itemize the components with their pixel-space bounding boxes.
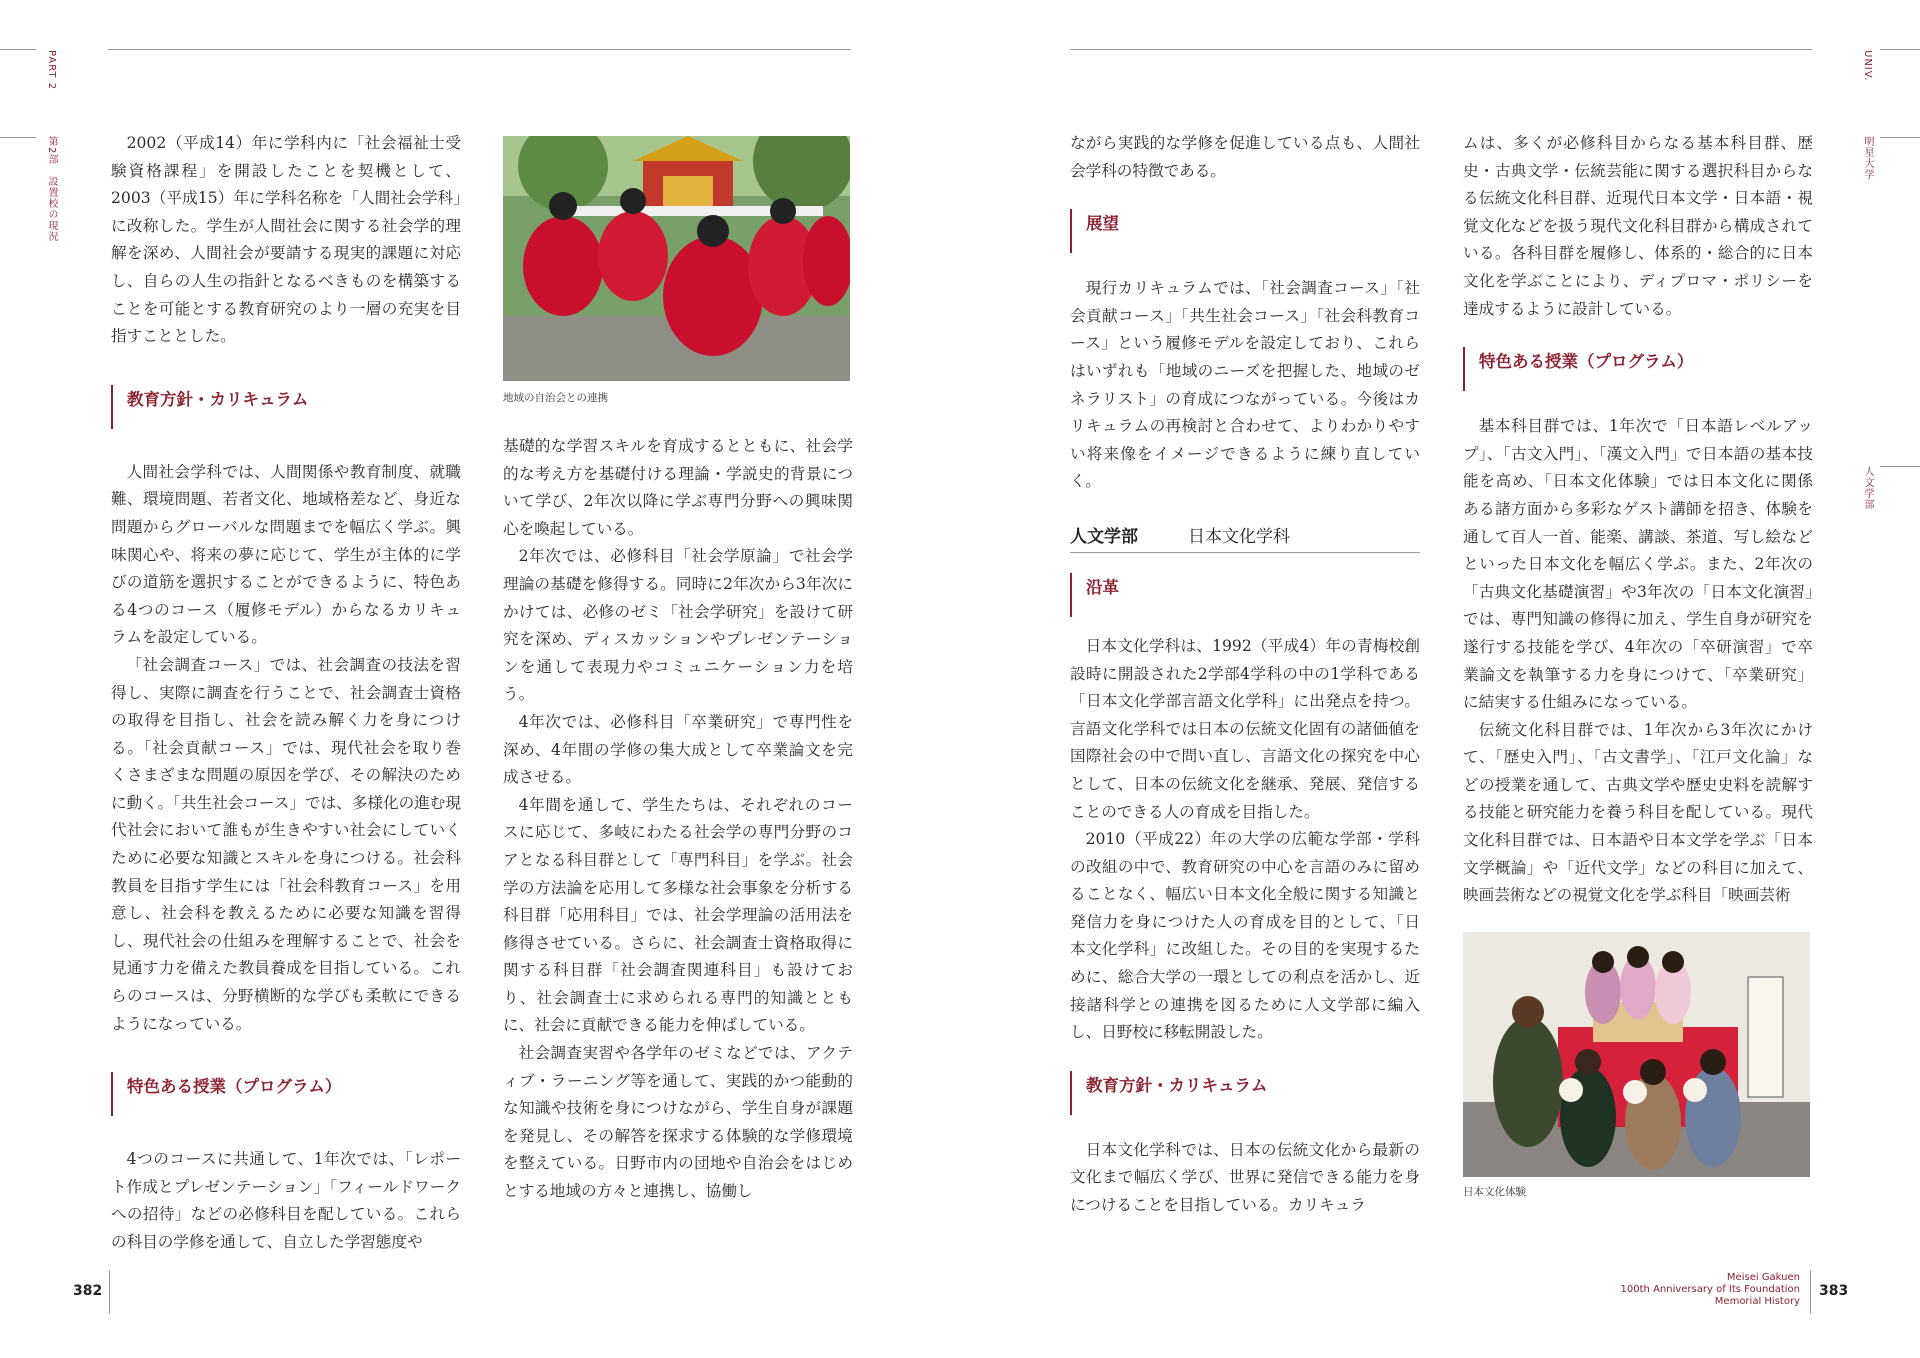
paragraph: 「社会調査コース」では、社会調査の技法を習得し、実際に調査を行うことで、社会調査士資格の取得を目指し、社会を読み解く力を身につける。「社会貢献コース」では、現代社会を取り巻くさまざまな問題の原因を学び、その解決のために動く。「共生社会コース」では、多様化の進む現代社会において誰もが生きやすい社会にしていくために必要な知識とスキルを身につける。社会科教員を目指す学生には「社会科教育コース」を用意し、社会科を教えるために必要な知識を習得し、現代社会の仕組みを理解することで、社会を見通す力を備えた教員養成を目指している。これらのコースは、分野横断的な学びも柔軟にできるようになっている。: [111, 655, 461, 1033]
department-faculty: 人文学部: [1070, 526, 1138, 547]
left-top-rule: [108, 49, 851, 50]
right-edge-rule-3: [1880, 466, 1920, 467]
festival-mikoshi-illustration: [503, 136, 850, 381]
festival-mikoshi-photo: [503, 136, 850, 381]
japanese-culture-illustration: [1463, 932, 1810, 1177]
paragraph: 人間社会学科では、人間関係や教育制度、就職難、環境問題、若者文化、地域格差など、身近な問題からグローバルな問題までを幅広く学ぶ。興味関心や、将来の夢に応じて、学生が主体的に学びの道筋を選択することができるように、特色ある4つのコース（履修モデル）からなるカリキュラムを設定している。: [111, 462, 461, 647]
column-3: [1070, 130, 1420, 1220]
part-label: PART 2: [46, 50, 57, 91]
section-heading: 教育方針・カリキュラム: [111, 385, 461, 429]
section-heading: 沿革: [1070, 573, 1420, 617]
footer-line: Memorial History: [1714, 1296, 1800, 1307]
paragraph: 日本文化学科では、日本の伝統文化から最新の文化まで幅広く学び、世界に発信できる能力を身につけることを目指している。カリキュラ: [1070, 1140, 1420, 1215]
paragraph: 伝統文化科目群では、1年次から3年次にかけて、「歴史入門」、「古文書学」、「江戸文化論」などの授業を通して、古典文学や歴史史料を読解する技能と研究能力を養う科目を配している。現代文化科目群では、日本語や日本文学を学ぶ「日本文学概論」や「近代文学」などの科目に加えて、映画芸術などの視覚文化を学ぶ科目「映画芸術: [1463, 720, 1813, 905]
paragraph: ながら実践的な学修を促進している点も、人間社会学科の特徴である。: [1070, 134, 1420, 180]
page-number-rule-right: [1810, 1270, 1811, 1314]
right-top-rule: [1070, 49, 1812, 50]
department-name: 日本文化学科: [1188, 526, 1290, 547]
photo-caption: 地域の自治会との連携: [503, 392, 608, 404]
right-edge-rule-2: [1880, 137, 1920, 138]
univ-label: UNIV.: [1862, 50, 1873, 82]
right-edge-rule: [1880, 49, 1920, 50]
section-label: 第2部 設置校の現況: [46, 136, 57, 243]
paragraph: ムは、多くが必修科目からなる基本科目群、歴史・古典文学・伝統芸能に関する選択科目からなる伝統文化科目群、近現代日本文学・日本語・視覚文化などを扱う現代文化科目群から構成されている。各科目群を履修し、体系的・総合的に日本文化を学ぶことにより、ディプロマ・ポリシーを達成するように設計している。: [1463, 134, 1813, 318]
page-number-left: 382: [73, 1283, 103, 1299]
japanese-culture-photo: [1463, 932, 1810, 1177]
paragraph: 基礎的な学習スキルを育成するとともに、社会学的な考え方を基礎付ける理論・学説史的背景について学び、2年次以降に学ぶ専門分野への興味関心を喚起している。: [503, 437, 853, 538]
paragraph: 基本科目群では、1年次で「日本語レベルアップ」、「古文入門」、「漢文入門」で日本語の基本技能を高め、「日本文化体験」では日本文化に関係ある諸方面から多彩なゲスト講師を招き、体験を通して百人一首、能楽、講談、茶道、写し絵などといった日本文化を幅広く学ぶ。また、2年次の「古典文化基礎演習」や3年次の「日本文化演習」では、専門知識の修得に加え、学生自身が研究を遂行する技能を学び、4年次の「卒研演習」で卒業論文を執筆する力を身につけて、「卒業研究」に結実する仕組みになっている。: [1463, 417, 1813, 712]
section-heading: 特色ある授業（プログラム）: [1463, 347, 1813, 391]
paragraph: 社会調査実習や各学年のゼミなどでは、アクティブ・ラーニング等を通して、実践的かつ能動的な知識や技術を身につけながら、学生自身が課題を発見し、その解答を探求する体験的な学修環境を整えている。日野市内の団地や自治会をはじめとする地域の方々と連携し、協働し: [503, 1044, 853, 1201]
paragraph: 現行カリキュラムでは、「社会調査コース」「社会貢献コース」「共生社会コース」「社会科教育コース」という履修モデルを設定しており、これらはいずれも「地域のニーズを把握した、地域のゼネラリスト」の育成につながっている。今後はカリキュラムの再検討と合わせて、よりわかりやすい将来像をイメージできるように練り直していく。: [1070, 279, 1420, 491]
footer-line: Meisei Gakuen: [1726, 1272, 1800, 1283]
paragraph: 4つのコースに共通して、1年次では、「レポート作成とプレゼンテーション」「フィールドワークへの招待」などの必修科目を配している。これらの科目の学修を通して、自立した学習態度や: [111, 1150, 461, 1251]
paragraph: 4年間を通して、学生たちは、それぞれのコースに応じて、多岐にわたる社会学の専門分野のコアとなる科目群として「専門科目」を学ぶ。社会学の方法論を応用して多様な社会事象を分析する科目群「応用科目」では、社会学理論の活用法を修得させている。さらに、社会調査士資格取得に関する科目群「社会調査関連科目」も設けており、社会調査士に求められる専門的知識とともに、社会に貢献できる能力を伸ばしている。: [503, 795, 853, 1035]
paragraph: 2年次では、必修科目「社会学原論」で社会学理論の基礎を修得する。同時に2年次から3年次にかけては、必修のゼミ「社会学研究」を設けて研究を深め、ディスカッションやプレゼンテーションを通して表現力やコミュニケーション力を培う。: [503, 547, 853, 704]
left-edge-rule-2: [0, 137, 36, 138]
paragraph: 4年次では、必修科目「卒業研究」で専門性を深め、4年間の学修の集大成として卒業論文を完成させる。: [503, 712, 853, 787]
department-header: [1070, 516, 1420, 553]
section-heading: 教育方針・カリキュラム: [1070, 1071, 1420, 1115]
left-edge-rule: [0, 49, 36, 50]
paragraph: 2002（平成14）年に学科内に「社会福祉士受験資格課程」を開設したことを契機として、2003（平成15）年に学科名称を「人間社会学科」に改称した。学生が人間社会に関する社会学的理解を深め、人間社会が要請する現実的課題に対応し、自らの人生の指針となるべきものを構築することを可能とする教育研究のより一層の充実を目指すこととした。: [111, 134, 461, 346]
column-2: [503, 433, 853, 1206]
photo-caption: 日本文化体験: [1463, 1186, 1526, 1198]
section-heading: 展望: [1070, 209, 1420, 253]
footer-title: [1580, 1272, 1800, 1308]
section-heading: 特色ある授業（プログラム）: [111, 1072, 461, 1116]
faculty-label: 人文学部: [1862, 466, 1873, 510]
university-label: 明星大学: [1862, 136, 1873, 180]
paragraph: 2010（平成22）年の大学の広範な学部・学科の改組の中で、教育研究の中心を言語のみに留めることなく、幅広い日本文化全般に関する知識と発信力を身につけた人の育成を目的として、「日本文化学科」に改組した。その目的を実現するために、総合大学の一環としての利点を活かし、近接諸科学との連携を図るために人文学部に編入し、日野校に移転開設した。: [1070, 830, 1420, 1042]
page-number-rule-left: [109, 1270, 110, 1314]
page-number-right: 383: [1819, 1283, 1849, 1299]
footer-line: 100th Anniversary of Its Foundation: [1620, 1284, 1800, 1295]
column-1: [111, 130, 461, 1257]
paragraph: 日本文化学科は、1992（平成4）年の青梅校創設時に開設された2学部4学科の中の1学科である「日本文化学部言語文化学科」に出発点を持つ。言語文化学科では日本の伝統文化固有の諸価値を国際社会の中で問い直し、言語文化の探究を中心として、日本の伝統文化を継承、発展、発信することのできる人の育成を目指した。: [1070, 636, 1420, 821]
column-4: [1463, 130, 1813, 910]
